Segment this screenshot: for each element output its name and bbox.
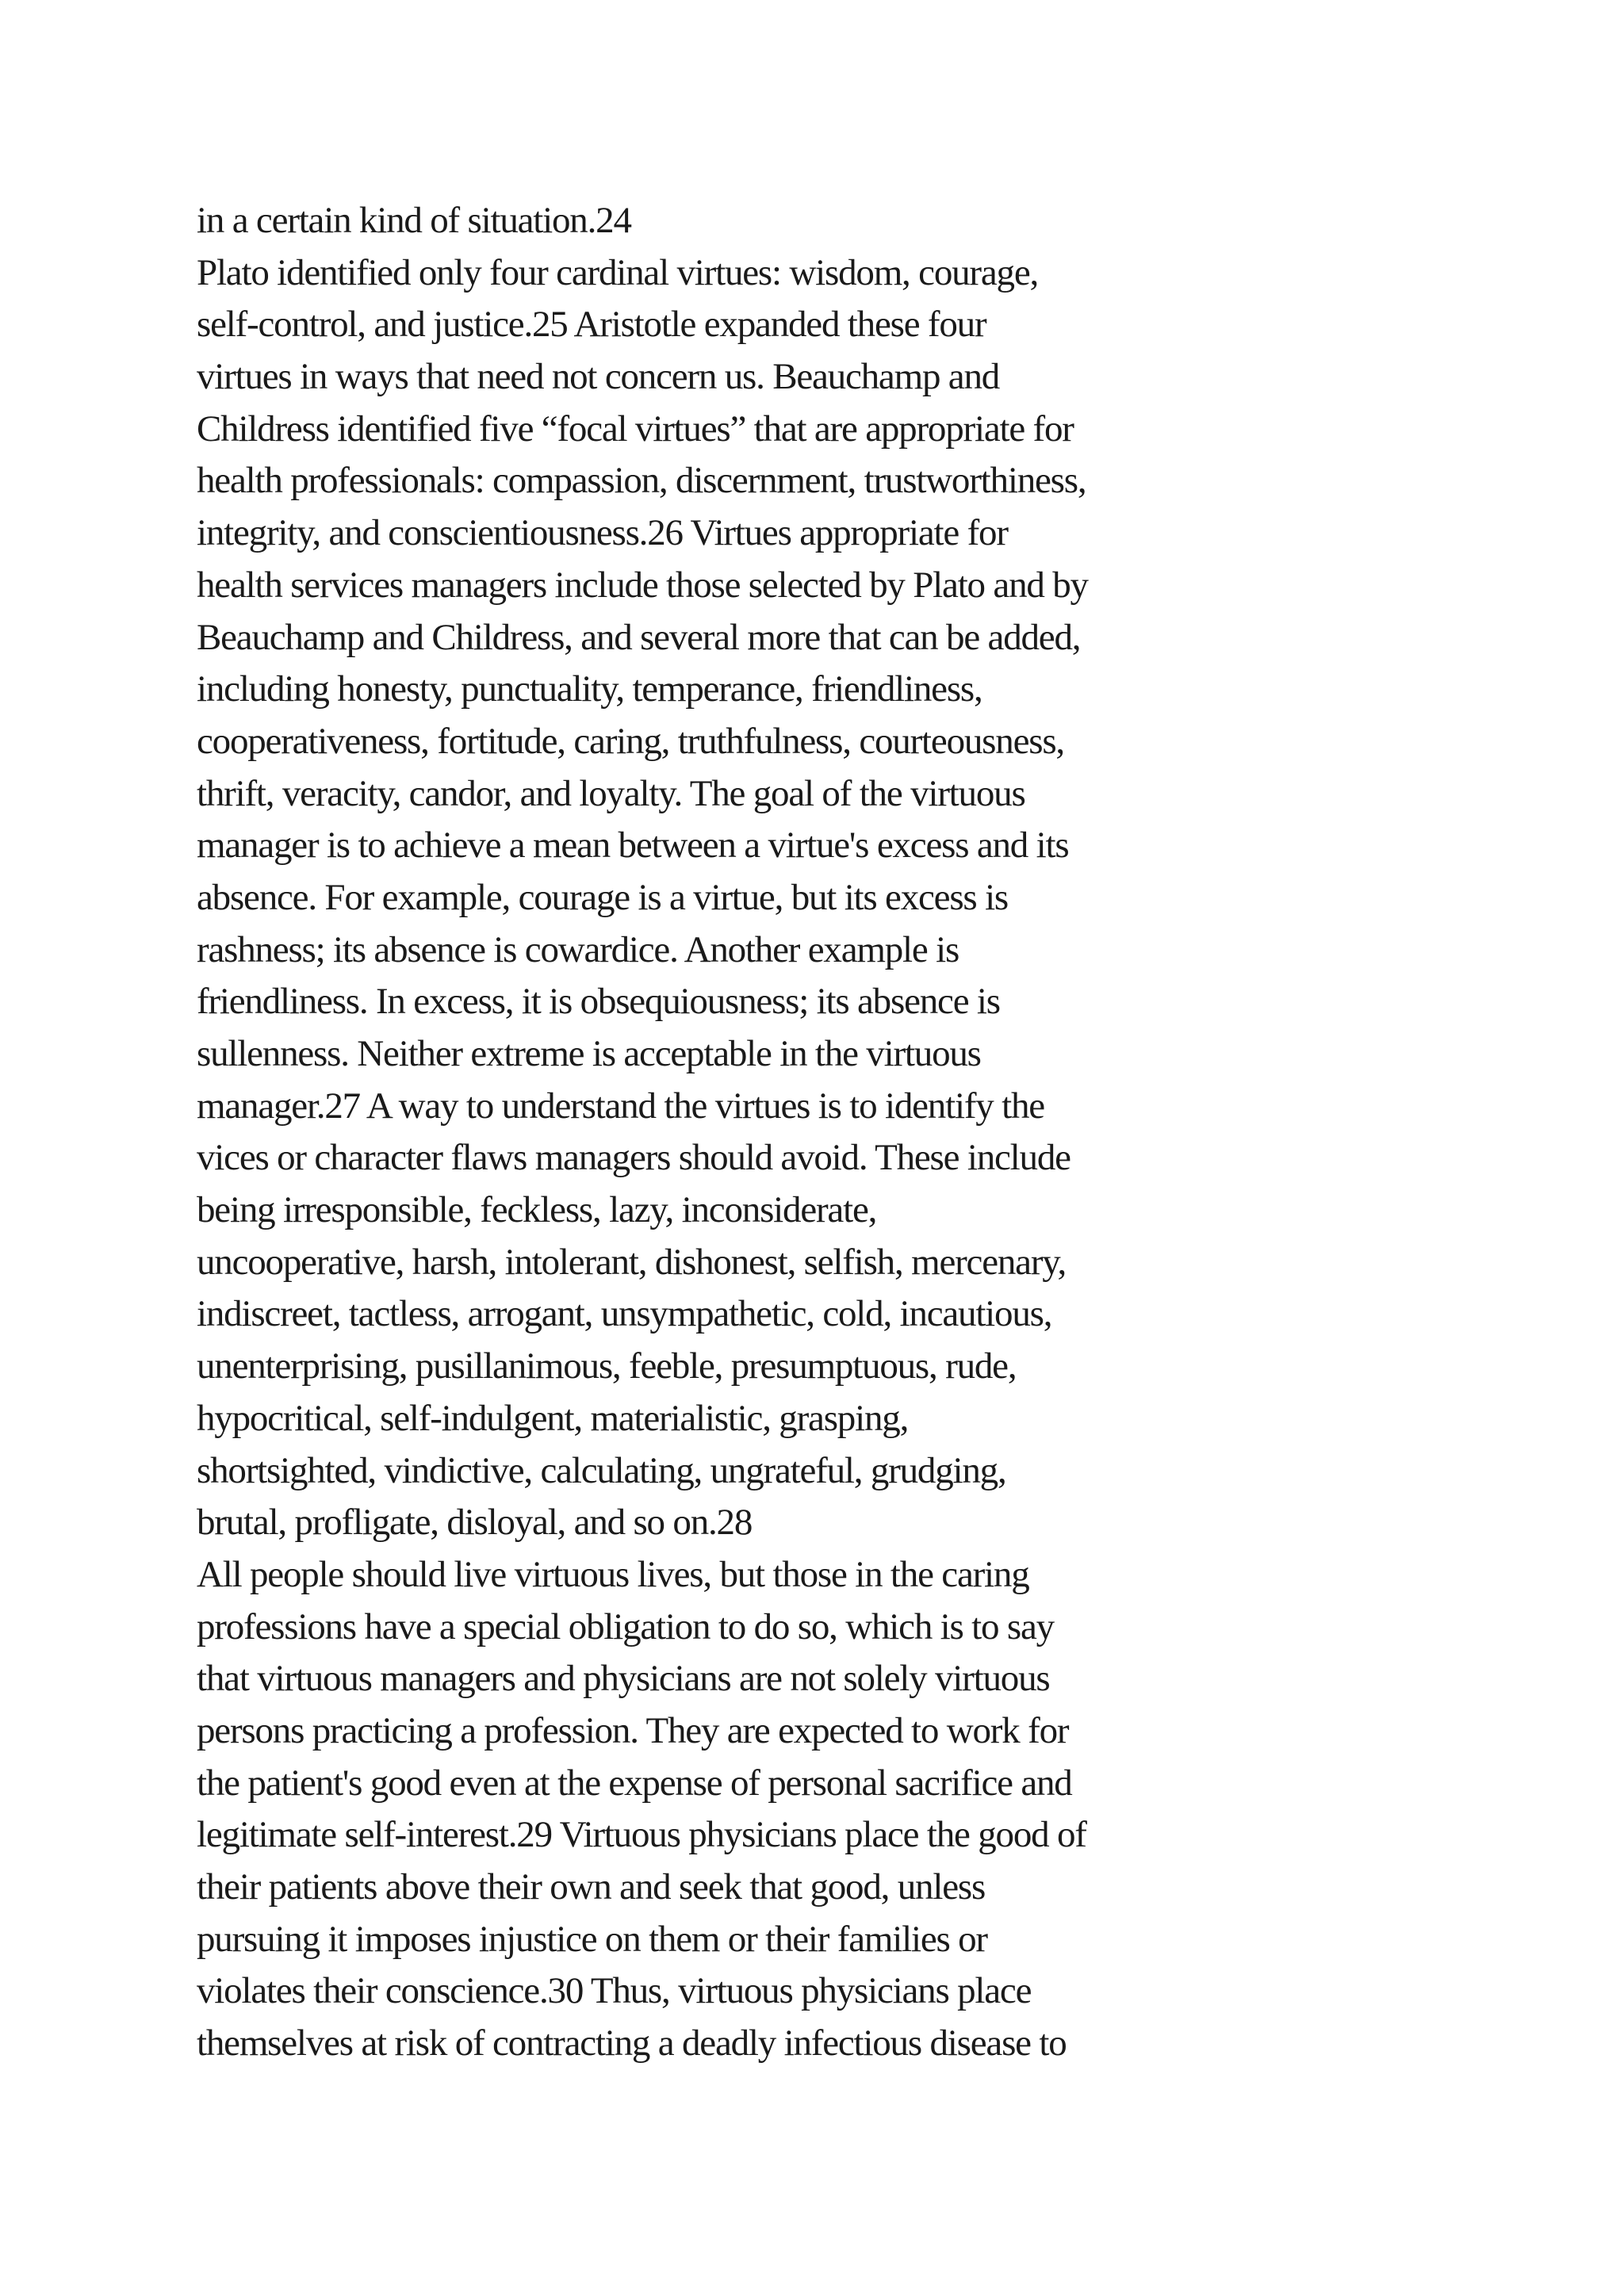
text-line: Childress identified five “focal virtues” that are appropriate for <box>197 408 1074 450</box>
text-line: that virtuous managers and physicians are not solely virtuous <box>197 1658 1050 1700</box>
text-line: self-control, and justice.25 Aristotle expanded these four <box>197 304 986 346</box>
text-line: All people should live virtuous lives, but those in the caring <box>197 1553 1029 1595</box>
text-line: rashness; its absence is cowardice. Another example is <box>197 928 959 970</box>
text-line: manager.27 A way to understand the virtues is to identify the <box>197 1085 1044 1127</box>
text-line: their patients above their own and seek that good, unless <box>197 1866 986 1908</box>
text-line: sullenness. Neither extreme is acceptable in the virtuous <box>197 1033 981 1074</box>
text-line: friendliness. In excess, it is obsequiousness; its absence is <box>197 981 1000 1023</box>
text-line: legitimate self-interest.29 Virtuous physicians place the good of <box>197 1814 1086 1856</box>
text-line: vices or character flaws managers should avoid. These include <box>197 1137 1071 1179</box>
text-line: themselves at risk of contracting a deadly infectious disease to <box>197 2022 1067 2064</box>
text-line: being irresponsible, feckless, lazy, inconsiderate, <box>197 1189 877 1231</box>
text-line: brutal, profligate, disloyal, and so on.28 <box>197 1502 753 1544</box>
text-line: unenterprising, pusillanimous, feeble, presumptuous, rude, <box>197 1345 1017 1387</box>
text-line: uncooperative, harsh, intolerant, dishonest, selfish, mercenary, <box>197 1241 1067 1283</box>
text-line: pursuing it imposes injustice on them or their families or <box>197 1918 987 1960</box>
text-line: shortsighted, vindictive, calculating, ungrateful, grudging, <box>197 1449 1006 1491</box>
text-line: health professionals: compassion, discernment, trustworthiness, <box>197 460 1086 502</box>
text-line: including honesty, punctuality, temperance, friendliness, <box>197 668 982 710</box>
text-line: Beauchamp and Childress, and several more that can be added, <box>197 616 1081 658</box>
text-line: health services managers include those selected by Plato and by <box>197 564 1088 606</box>
text-line: thrift, veracity, candor, and loyalty. The goal of the virtuous <box>197 772 1025 814</box>
text-line: manager is to achieve a mean between a virtue's excess and its <box>197 825 1069 867</box>
text-line: the patient's good even at the expense of personal sacrifice and <box>197 1762 1072 1804</box>
text-line: Plato identified only four cardinal virtues: wisdom, courage, <box>197 251 1039 293</box>
text-line: in a certain kind of situation.24 <box>197 200 631 241</box>
text-line: cooperativeness, fortitude, caring, truthfulness, courteousness, <box>197 720 1064 762</box>
text-line: hypocritical, self-indulgent, materialistic, grasping, <box>197 1397 909 1439</box>
body-text <box>197 195 1624 2070</box>
text-line: persons practicing a profession. They are expected to work for <box>197 1709 1069 1751</box>
text-line: absence. For example, courage is a virtue, but its excess is <box>197 876 1009 918</box>
text-line: violates their conscience.30 Thus, virtuous physicians place <box>197 1970 1032 2012</box>
text-line: professions have a special obligation to do so, which is to say <box>197 1605 1054 1647</box>
text-line: integrity, and conscientiousness.26 Virtues appropriate for <box>197 512 1008 554</box>
text-line: indiscreet, tactless, arrogant, unsympathetic, cold, incautious, <box>197 1293 1052 1335</box>
text-line: virtues in ways that need not concern us. Beauchamp and <box>197 356 1000 398</box>
